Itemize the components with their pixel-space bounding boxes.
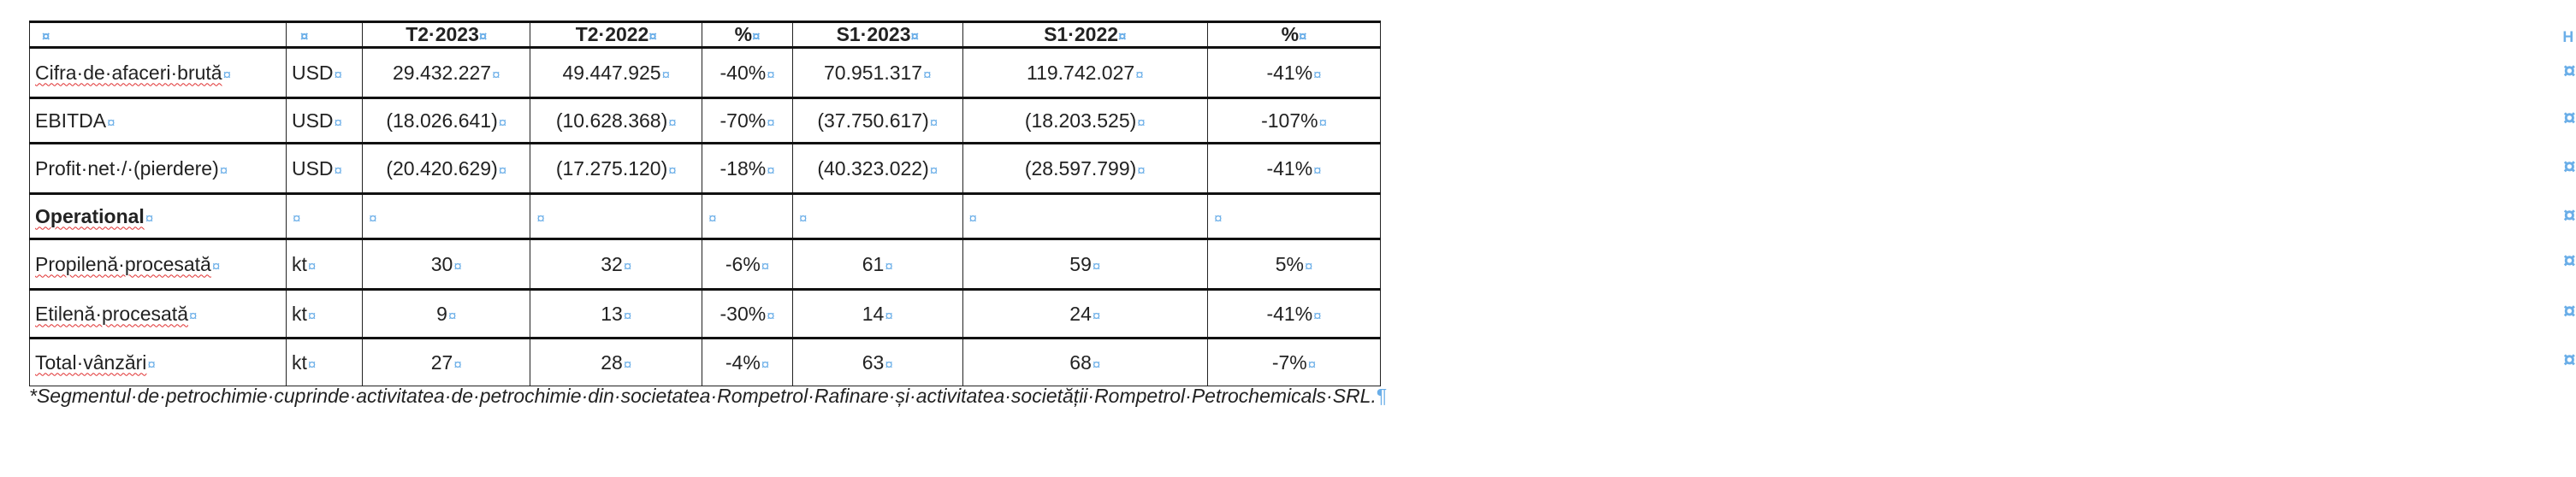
row-end-mark: ¤ bbox=[2563, 297, 2576, 323]
header-label-cell: ¤ bbox=[30, 22, 287, 48]
row-end-mark: ¤ bbox=[2563, 346, 2576, 372]
value-t2-2023: ¤ bbox=[363, 194, 530, 239]
value-pct-1: -30%¤ bbox=[702, 290, 793, 339]
value-pct-2: -107%¤ ¤ bbox=[1208, 98, 1381, 144]
header-s1-2022: S1·2022¤ bbox=[962, 22, 1208, 48]
value-s1-2023: ¤ bbox=[793, 194, 962, 239]
row-unit: USD¤ bbox=[286, 48, 362, 98]
value-pct-1: -4%¤ bbox=[702, 339, 793, 386]
value-t2-2022: (17.275.120)¤ bbox=[530, 144, 702, 194]
value-pct-2: -41%¤ ¤ bbox=[1208, 48, 1381, 98]
value-s1-2022: (28.597.799)¤ bbox=[962, 144, 1208, 194]
value-t2-2022: ¤ bbox=[530, 194, 702, 239]
value-t2-2023: 27¤ bbox=[363, 339, 530, 386]
row-label: Total·vânzări¤ bbox=[30, 339, 287, 386]
value-t2-2023: 30¤ bbox=[363, 239, 530, 290]
row-end-mark: ¤ bbox=[2563, 104, 2576, 130]
value-pct-2: ¤ ¤ bbox=[1208, 194, 1381, 239]
paragraph-mark: ¶ bbox=[1376, 385, 1388, 407]
value-pct-1: ¤ bbox=[702, 194, 793, 239]
value-t2-2022: 49.447.925¤ bbox=[530, 48, 702, 98]
table-row bbox=[30, 290, 1381, 339]
header-unit-cell: ¤ bbox=[286, 22, 362, 48]
value-s1-2022: 59¤ bbox=[962, 239, 1208, 290]
value-s1-2023: 70.951.317¤ bbox=[793, 48, 962, 98]
row-end-mark: ¤ bbox=[2563, 247, 2576, 273]
value-t2-2023: 29.432.227¤ bbox=[363, 48, 530, 98]
value-pct-1: -40%¤ bbox=[702, 48, 793, 98]
value-s1-2022: 24¤ bbox=[962, 290, 1208, 339]
value-pct-1: -70%¤ bbox=[702, 98, 793, 144]
value-t2-2022: 13¤ bbox=[530, 290, 702, 339]
header-t2-2022: T2·2022¤ bbox=[530, 22, 702, 48]
value-s1-2022: 68¤ bbox=[962, 339, 1208, 386]
document-page bbox=[29, 0, 2576, 407]
row-end-mark: ¤ bbox=[2563, 57, 2576, 83]
value-s1-2023: 61¤ bbox=[793, 239, 962, 290]
value-s1-2023: 14¤ bbox=[793, 290, 962, 339]
value-s1-2023: 63¤ bbox=[793, 339, 962, 386]
value-pct-1: -6%¤ bbox=[702, 239, 793, 290]
row-label: Propilenă·procesată¤ bbox=[30, 239, 287, 290]
row-unit: kt¤ bbox=[286, 339, 362, 386]
row-end-mark: ¤ bbox=[2563, 202, 2576, 227]
value-s1-2022: 119.742.027¤ bbox=[962, 48, 1208, 98]
row-unit: ¤ bbox=[286, 194, 362, 239]
value-pct-2: 5%¤ ¤ bbox=[1208, 239, 1381, 290]
value-t2-2022: 32¤ bbox=[530, 239, 702, 290]
row-label: EBITDA¤ bbox=[30, 98, 287, 144]
header-s1-2023: S1·2023¤ bbox=[793, 22, 962, 48]
table-row bbox=[30, 98, 1381, 144]
value-pct-2: -7%¤ ¤ bbox=[1208, 339, 1381, 386]
header-row-end-mark: ᴴ bbox=[2563, 26, 2573, 52]
row-unit: kt¤ bbox=[286, 290, 362, 339]
petrochemicals-results-table bbox=[29, 21, 2576, 386]
value-s1-2022: ¤ bbox=[962, 194, 1208, 239]
table-row bbox=[30, 144, 1381, 194]
header-pct-1: %¤ bbox=[702, 22, 793, 48]
row-label: Profit·net·/·(pierdere)¤ bbox=[30, 144, 287, 194]
value-t2-2022: (10.628.368)¤ bbox=[530, 98, 702, 144]
table-row bbox=[30, 239, 1381, 290]
footnote: *Segmentul·de·petrochimie·cuprinde·activitatea·de·petrochimie·din·societatea·Rompetrol·Rafinare·și·activitatea·societății·Rompetrol·Petrochemicals·SRL.¶ bbox=[29, 385, 1388, 407]
table-row bbox=[30, 48, 1381, 98]
row-end-mark: ¤ bbox=[2563, 153, 2576, 179]
row-unit: USD¤ bbox=[286, 144, 362, 194]
header-t2-2023: T2·2023¤ bbox=[363, 22, 530, 48]
table-row bbox=[30, 339, 1381, 386]
value-s1-2022: (18.203.525)¤ bbox=[962, 98, 1208, 144]
value-pct-2: -41%¤ ¤ bbox=[1208, 144, 1381, 194]
value-s1-2023: (40.323.022)¤ bbox=[793, 144, 962, 194]
section-heading-operational: Operational¤ bbox=[30, 194, 287, 239]
row-unit: USD¤ bbox=[286, 98, 362, 144]
header-pct-2: %¤ ᴴ bbox=[1208, 22, 1381, 48]
row-unit: kt¤ bbox=[286, 239, 362, 290]
value-t2-2022: 28¤ bbox=[530, 339, 702, 386]
row-label: Etilenă·procesată¤ bbox=[30, 290, 287, 339]
table-header-row bbox=[30, 22, 1381, 48]
table-row bbox=[30, 194, 1381, 239]
value-pct-2: -41%¤ ¤ bbox=[1208, 290, 1381, 339]
value-t2-2023: (18.026.641)¤ bbox=[363, 98, 530, 144]
value-s1-2023: (37.750.617)¤ bbox=[793, 98, 962, 144]
value-t2-2023: (20.420.629)¤ bbox=[363, 144, 530, 194]
value-pct-1: -18%¤ bbox=[702, 144, 793, 194]
value-t2-2023: 9¤ bbox=[363, 290, 530, 339]
row-label: Cifra·de·afaceri·brută¤ bbox=[30, 48, 287, 98]
